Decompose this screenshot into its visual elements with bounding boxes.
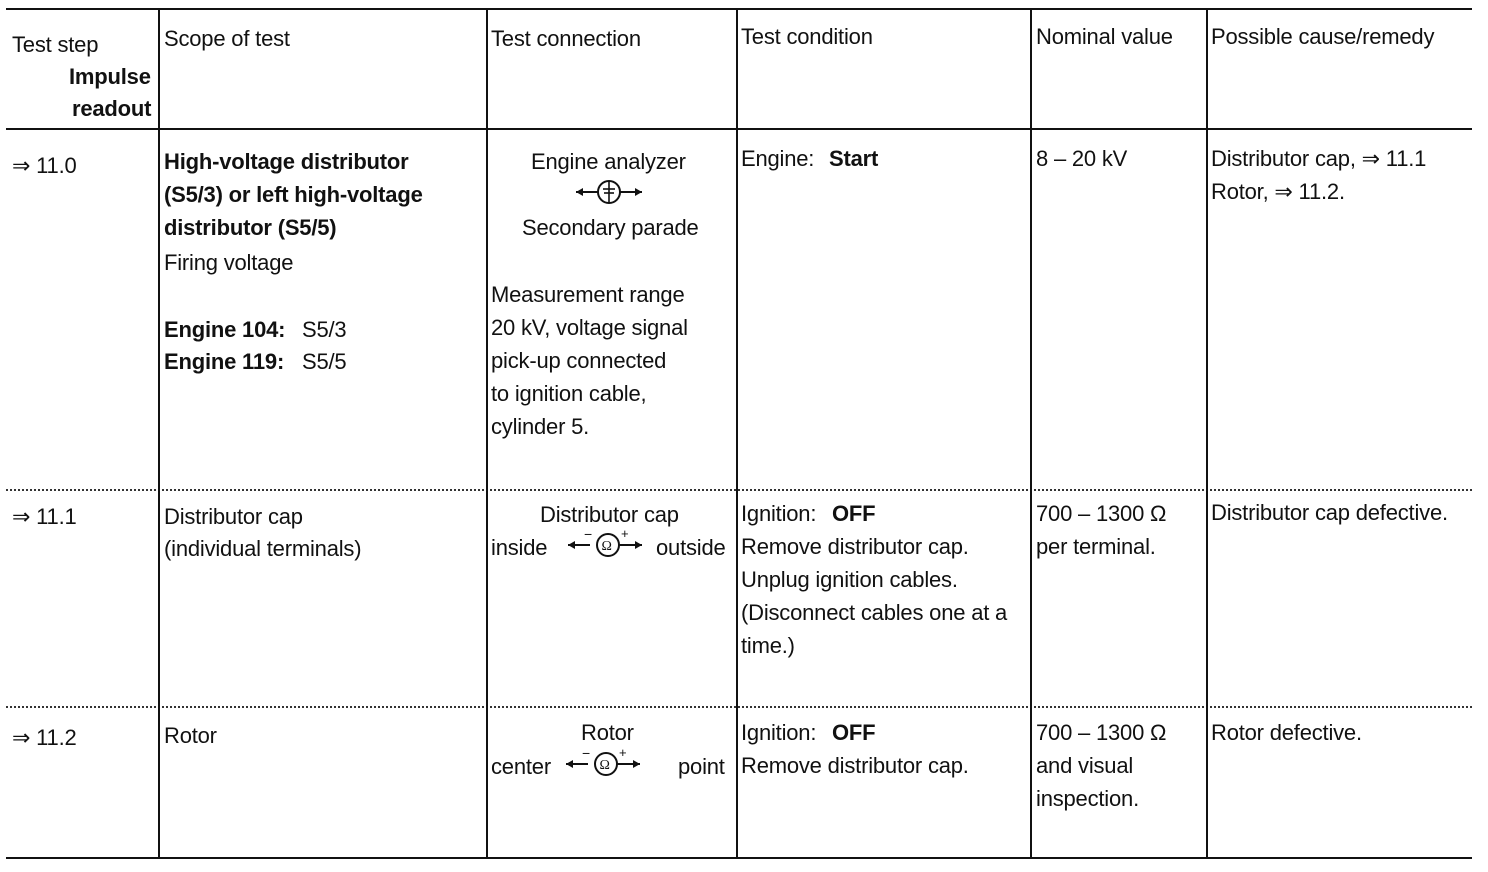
condition-value: OFF	[832, 720, 876, 745]
column-rule-5	[1206, 8, 1208, 859]
condition-line: Remove distributor cap.	[741, 534, 969, 559]
engine-value: S5/3	[302, 317, 347, 342]
header-cause: Possible cause/remedy	[1211, 24, 1435, 49]
header-test-step: Test step	[12, 32, 99, 57]
scope-line: Distributor cap	[164, 504, 303, 529]
cause-line: Distributor cap defective.	[1211, 500, 1448, 525]
condition-label: Ignition:	[741, 720, 817, 745]
connection-note: cylinder 5.	[491, 414, 590, 439]
header-condition: Test condition	[741, 24, 873, 49]
condition-line: Unplug ignition cables.	[741, 567, 958, 592]
nominal-line: 700 – 1300 Ω	[1036, 720, 1167, 745]
cause-line: Rotor defective.	[1211, 720, 1362, 745]
scope-line: distributor (S5/5)	[164, 215, 337, 240]
cause-line: Distributor cap, ⇒ 11.1	[1211, 146, 1427, 171]
svg-text:Ω: Ω	[601, 539, 612, 554]
engine-value: S5/5	[302, 349, 347, 374]
condition-value: Start	[829, 146, 879, 171]
column-rule-1	[158, 8, 160, 859]
connection-left: center	[491, 754, 551, 779]
row-divider-2	[6, 706, 1472, 708]
test-step: ⇒ 11.2	[12, 725, 77, 750]
engine-analyzer-icon	[574, 178, 644, 206]
header-impulse: Impulse	[69, 64, 151, 89]
engine-label: Engine 104:	[164, 317, 286, 342]
scope-line: (S5/3) or left high-voltage	[164, 182, 423, 207]
connection-left: inside	[491, 535, 548, 560]
connection-top: Rotor	[581, 720, 634, 745]
condition-value: OFF	[832, 501, 876, 526]
nominal-line: inspection.	[1036, 786, 1139, 811]
nominal-line: 700 – 1300 Ω	[1036, 501, 1167, 526]
engine-label: Engine 119:	[164, 349, 285, 374]
svg-text:Ω: Ω	[599, 758, 610, 773]
column-rule-2	[486, 8, 488, 859]
header-nominal: Nominal value	[1036, 24, 1173, 49]
svg-text:−: −	[582, 747, 591, 761]
cause-line: Rotor, ⇒ 11.2.	[1211, 179, 1345, 204]
row-divider-1	[6, 489, 1472, 491]
svg-text:+: +	[621, 528, 629, 541]
nominal-line: per terminal.	[1036, 534, 1156, 559]
column-rule-3	[736, 8, 738, 859]
nominal-value: 8 – 20 kV	[1036, 146, 1128, 171]
connection-bottom: Secondary parade	[522, 215, 699, 240]
connection-top: Engine analyzer	[531, 149, 686, 174]
scope-line: Firing voltage	[164, 250, 294, 275]
connection-note: pick-up connected	[491, 348, 667, 373]
scope-line: Rotor	[164, 723, 217, 748]
header-connection: Test connection	[491, 26, 641, 51]
connection-note: Measurement range	[491, 282, 685, 307]
scope-line: High-voltage distributor	[164, 149, 409, 174]
ohmmeter-icon	[566, 528, 656, 560]
table-top-rule	[6, 8, 1472, 10]
connection-top: Distributor cap	[540, 502, 679, 527]
scope-line: (individual terminals)	[164, 536, 362, 561]
table-bottom-rule	[6, 857, 1472, 859]
nominal-line: and visual	[1036, 753, 1134, 778]
column-rule-4	[1030, 8, 1032, 859]
header-scope: Scope of test	[164, 26, 290, 51]
header-bottom-rule	[6, 128, 1472, 130]
ohmmeter-icon	[564, 747, 654, 779]
condition-line: (Disconnect cables one at a	[741, 600, 1008, 625]
connection-right: point	[678, 754, 725, 779]
test-step: ⇒ 11.0	[12, 153, 77, 178]
condition-label: Ignition:	[741, 501, 817, 526]
condition-line: time.)	[741, 633, 795, 658]
condition-line: Remove distributor cap.	[741, 753, 969, 778]
svg-text:+: +	[619, 747, 627, 760]
header-readout: readout	[72, 96, 152, 121]
connection-right: outside	[656, 535, 726, 560]
connection-note: to ignition cable,	[491, 381, 647, 406]
svg-text:−: −	[584, 528, 593, 542]
test-step: ⇒ 11.1	[12, 504, 77, 529]
connection-note: 20 kV, voltage signal	[491, 315, 688, 340]
condition-label: Engine:	[741, 146, 815, 171]
